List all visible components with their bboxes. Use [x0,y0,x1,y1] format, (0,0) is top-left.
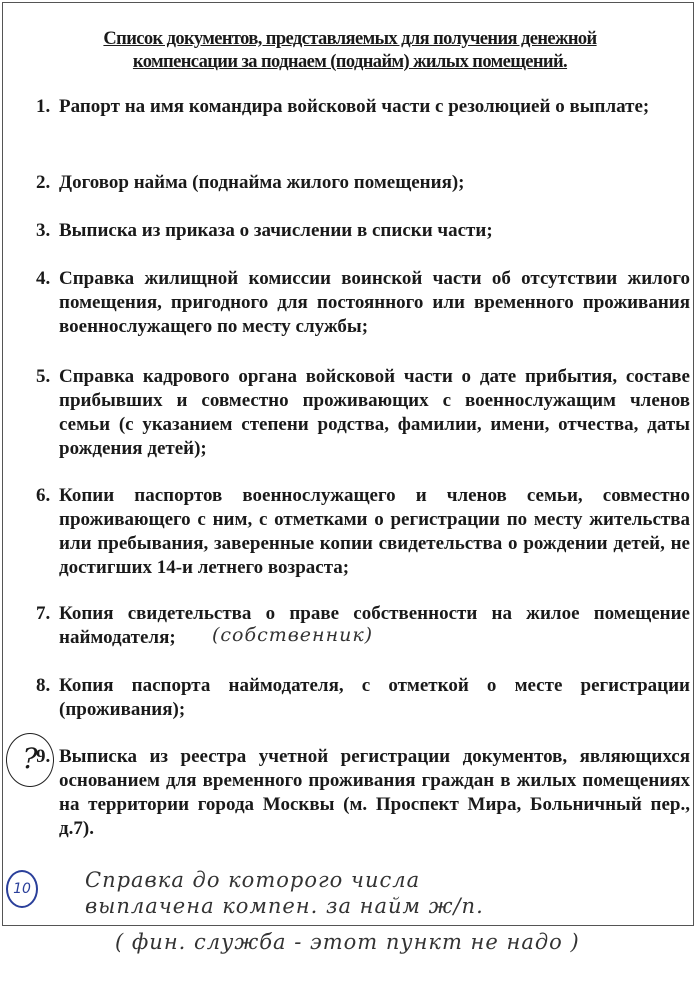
handwritten-line-1: Справка до которого числа [85,868,421,892]
item-number: 2. [36,172,51,193]
item-text: Рапорт на имя командира войсковой части с резолюцией о выплате; [59,96,650,117]
list-item [36,484,690,580]
item-text: Договор найма (поднайма жилого помещения); [59,172,465,193]
item-text: Копия паспорта наймодателя, с отметкой о месте регистрации (проживания); [59,675,690,720]
list-item [36,95,690,119]
handwritten-item-number: 10 [6,870,38,908]
item-number: 6. [36,485,51,506]
item-number: 4. [36,268,51,289]
item-text: Копии паспортов военнослужащего и членов семьи, совместно проживающего с ним, с отметками о регистрации по месту жительства или пребывания, заверенные копии свидетельства о рождении детей, не достигших 14-и летнего возраста; [59,485,690,578]
list-item [36,674,690,722]
item-text: Выписка из приказа о зачислении в списки части; [59,220,493,241]
item-text: Справка жилищной комиссии воинской части об отсутствии жилого помещения, пригодного для постоянного или временного проживания военнослужащего по месту службы; [59,268,690,337]
handwritten-question-mark: ? [6,733,54,787]
list-item [36,171,690,195]
item-number: 9. [36,746,51,767]
handwritten-line-3: ( фин. служба - этот пункт не надо ) [115,930,580,954]
item-number: 5. [36,366,51,387]
item-number: 7. [36,603,51,624]
list-item [36,745,690,841]
item-number: 8. [36,675,51,696]
item-number: 3. [36,220,51,241]
list-item [36,267,690,339]
title-line-2: компенсации за поднаем (поднайм) жилых помещений. [132,52,568,72]
document-title [0,28,700,74]
item-text: Справка кадрового органа войсковой части о дате прибытия, составе прибывших и совместно проживающих с военнослужащим членов семьи (с указанием степени родства, фамилии, имени, отчества, даты рождения детей); [59,366,690,459]
handwritten-line-2: выплачена компен. за найм ж/п. [85,894,484,918]
list-item [36,219,690,243]
item-text: Копия свидетельства о праве собственности на жилое помещение наймодателя; [59,603,690,648]
item-text: Выписка из реестра учетной регистрации документов, являющихся основанием для временного проживания граждан в жилых помещениях на территории города Москвы (м. Проспект Мира, Больничный пер., д.7). [59,746,690,839]
list-item [36,365,690,461]
handwritten-note-owner: (собственник) [212,624,374,646]
title-line-1: Список документов, представляемых для получения денежной [103,29,597,49]
item-number: 1. [36,96,51,117]
